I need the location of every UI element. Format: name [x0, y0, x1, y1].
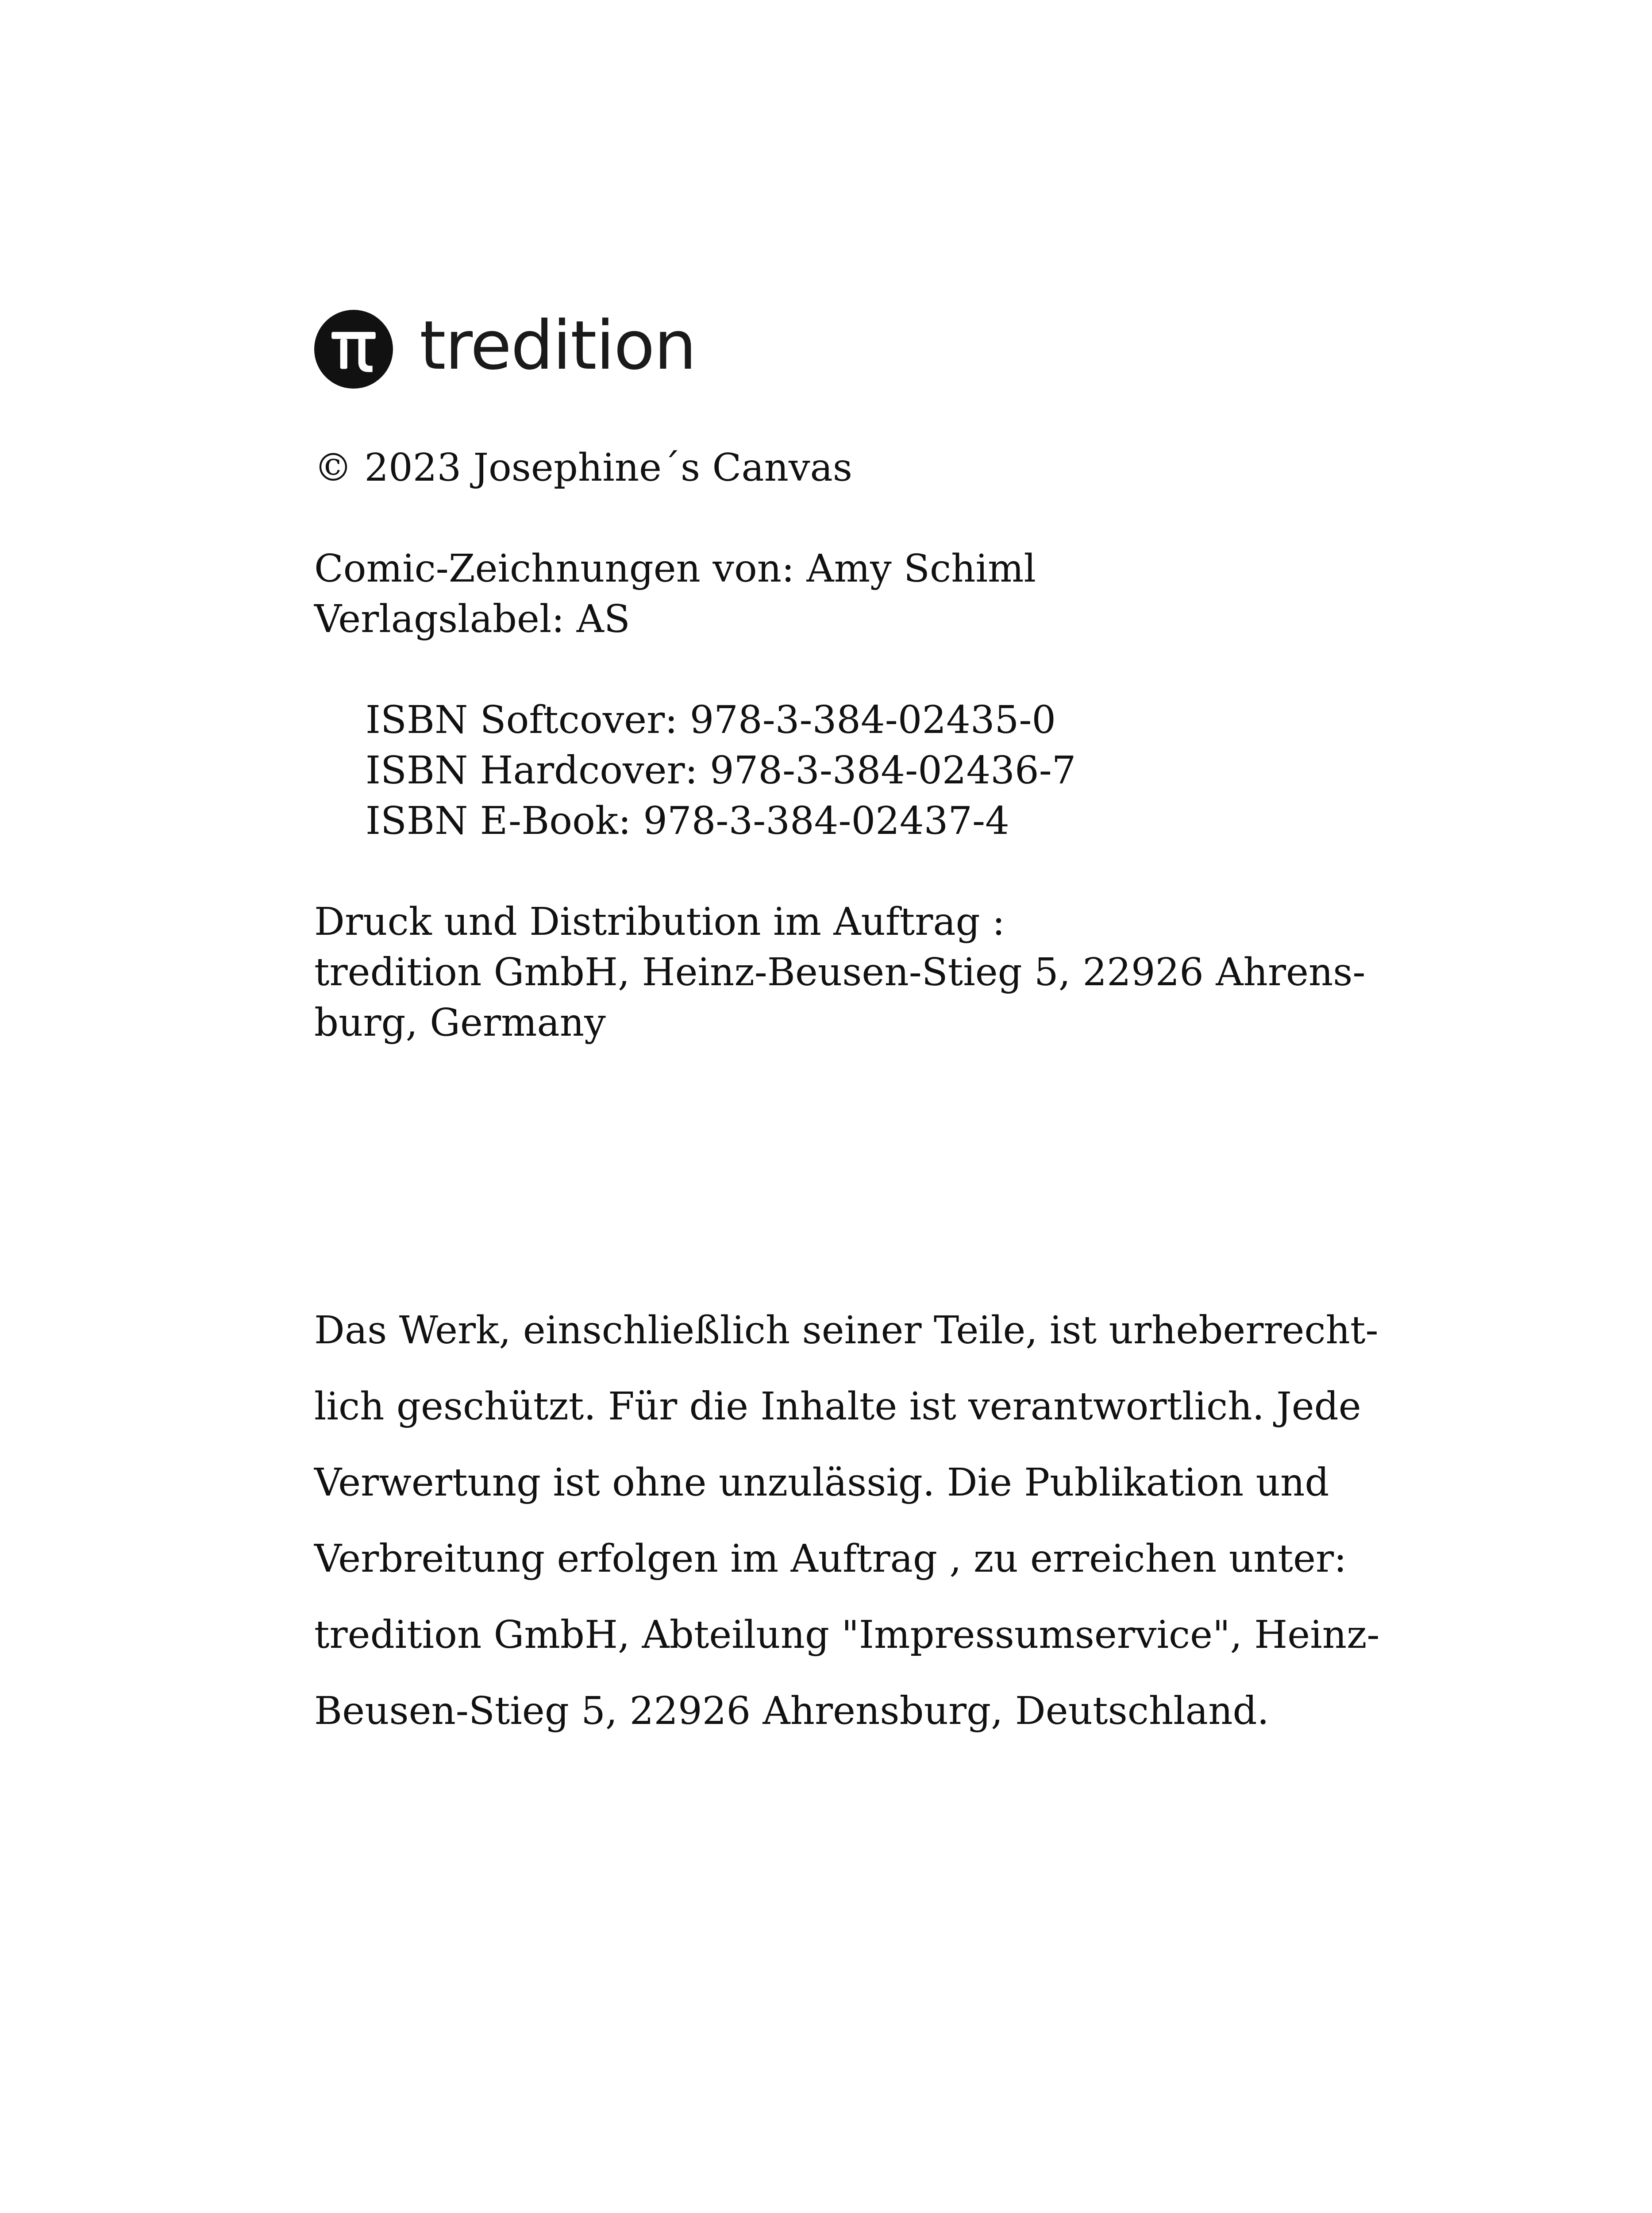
- copyright-notice: [314, 443, 852, 493]
- legal-line: Beusen-Stieg 5, 22926 Ahrensburg, Deutschland.: [314, 1689, 1269, 1733]
- legal-line: Das Werk, einschließlich seiner Teile, ist urheberrecht-: [314, 1308, 1379, 1353]
- copyright-line: © 2023 Josephine´s Canvas: [314, 446, 852, 490]
- print-distribution-line: tredition GmbH, Heinz-Beusen-Stieg 5, 22926 Ahrens-: [314, 950, 1366, 995]
- illustrator-credit: Comic-Zeichnungen von: Amy Schiml: [314, 547, 1036, 591]
- legal-line: Verbreitung erfolgen im Auftrag , zu erreichen unter:: [314, 1537, 1347, 1581]
- legal-line: tredition GmbH, Abteilung "Impressumservice", Heinz-: [314, 1613, 1380, 1657]
- tredition-logo-icon: [314, 310, 393, 389]
- isbn-ebook: ISBN E-Book: 978-3-384-02437-4: [366, 799, 1009, 843]
- print-distribution-info: [314, 897, 1365, 1048]
- publisher-label: Verlagslabel: AS: [314, 597, 630, 641]
- legal-line: Verwertung ist ohne unzulässig. Die Publikation und: [314, 1461, 1329, 1505]
- publisher-wordmark: tredition: [420, 306, 696, 385]
- credits-section: [314, 544, 1036, 644]
- print-distribution-line: burg, Germany: [314, 1001, 606, 1045]
- legal-line: lich geschützt. Für die Inhalte ist verantwortlich. Jede: [314, 1384, 1361, 1429]
- print-distribution-line: Druck und Distribution im Auftrag :: [314, 900, 1005, 944]
- publisher-logo: [314, 306, 696, 389]
- isbn-list: [366, 695, 1076, 846]
- legal-notice: [314, 1292, 1379, 1749]
- isbn-hardcover: ISBN Hardcover: 978-3-384-02436-7: [366, 748, 1076, 793]
- isbn-softcover: ISBN Softcover: 978-3-384-02435-0: [366, 698, 1056, 742]
